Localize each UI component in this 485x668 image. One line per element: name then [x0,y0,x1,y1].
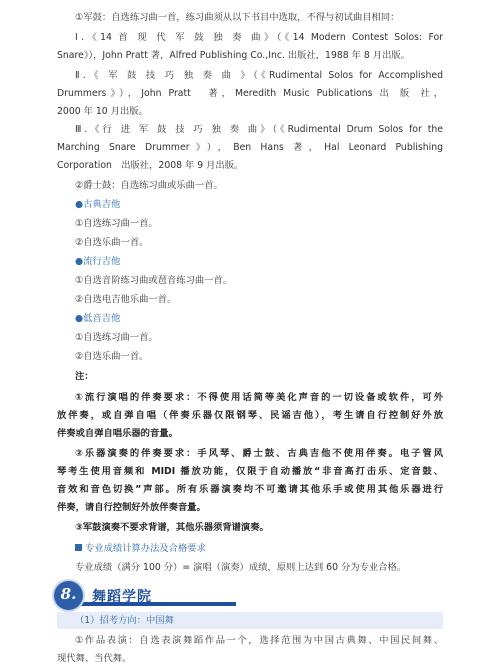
note-3: ③军鼓演奏不要求背谱，其他乐器须背谱演奏。 [75,522,269,533]
para-jazz-drum: ②爵士鼓：自选练习曲或乐曲一首。 [75,180,223,191]
para-performance-line-1: ①作品表演：自选表演舞蹈作品一个，选择范围为中国古典舞、中国民间舞、 [75,635,443,646]
bass-item-1: ①自选练习曲一首。 [75,332,158,343]
note-1-line-2: 放伴奏，或自弹自唱（伴奏乐器仅限钢琴、民谣吉他），考生请自行控制好外放 [57,410,443,421]
subheading-score-rules: 专业成绩计算办法及合格要求 [57,540,443,558]
note-2-line-1: ②乐器演奏的伴奏要求：手风琴、爵士鼓、古典吉他不使用伴奏。电子管风 [75,448,443,459]
book-1-line-2: Snare》），John Pratt 著，Alfred Publishing Co.,Inc. 出版社，1988 年 8 月出版。 [57,50,410,61]
book-2-line-3: 2000 年 10 月出版。 [57,106,148,117]
pop-item-1: ①自选音阶练习曲或琶音练习曲一首。 [75,275,233,286]
section-number-badge [54,581,83,610]
bullet-icon: ● [75,256,84,267]
note-label: 注： [75,371,94,382]
book-3-line-2: Marching Snare Drummer》），Ben Hans 著，Hal Leonard Publishing [57,142,443,153]
book-2-line-1: Ⅱ.《 军 鼓 技 巧 独 奏 曲 》（《Rudimental Solos for Accomplished [75,70,443,81]
heading-classical-guitar: ●古典吉他 [75,199,121,210]
bullet-icon: ● [75,199,84,210]
square-bullet-icon [75,544,82,551]
book-3-line-1: Ⅲ.《行 进 军 鼓 技 巧 独 奏 曲》（《Rudimental Drum Solos for the [75,124,443,135]
note-2-line-2: 琴考生使用音频和 MIDI 播放功能，仅限于自动播放“非音高打击乐、定音鼓、 [57,466,443,477]
heading-bass-guitar: ●低音吉他 [75,313,121,324]
note-1-line-3: 伴奏或自弹自唱乐器的音量。 [57,428,178,439]
book-3-line-3: Corporation 出版社，2008 年 9 月出版。 [57,160,244,171]
section-title: 舞蹈学院 [92,589,152,605]
note-2-line-4: 伴奏，请自行控制好外放伴奏音量。 [57,502,206,513]
heading-pop-guitar: ●流行吉他 [75,256,121,267]
pop-item-2: ②自选电吉他乐曲一首。 [75,294,177,305]
para-performance-line-2: 现代舞、当代舞。 [57,653,132,664]
para-snare-drum: ①军鼓：自选练习曲一首，练习曲须从以下书目中选取，不得与初试曲目相同： [75,12,400,23]
bullet-icon: ● [75,313,84,324]
book-2-line-2: Drummers》），John Pratt 著，Meredith Music Publications 出 版 社， [57,88,443,99]
subheading-chinese-dance: （1）招考方向：中国舞 [75,615,174,626]
bass-item-2: ②自选乐曲一首。 [75,351,149,362]
section-number: 8. [60,585,77,603]
note-2-line-3: 音效和音色切换”声部。所有乐器演奏均不可邀请其他乐手或使用其他乐器进行 [57,484,443,495]
section-header-dance [54,581,234,615]
note-1-line-1: ①流行演唱的伴奏要求：不得使用话筒等美化声音的一切设备或软件，可外 [75,392,443,403]
classical-item-1: ①自选练习曲一首。 [75,218,158,229]
book-1-line-1: Ⅰ.《14 首 现 代 军 鼓 独 奏 曲》（《14 Modern Contest Solos: For [75,32,443,43]
para-score-formula: 专业成绩（满分 100 分）= 演唱（演奏）成绩，原则上达到 60 分为专业合格。 [75,562,407,573]
classical-item-2: ②自选乐曲一首。 [75,237,149,248]
subheading-band-chinese-dance [57,612,443,629]
